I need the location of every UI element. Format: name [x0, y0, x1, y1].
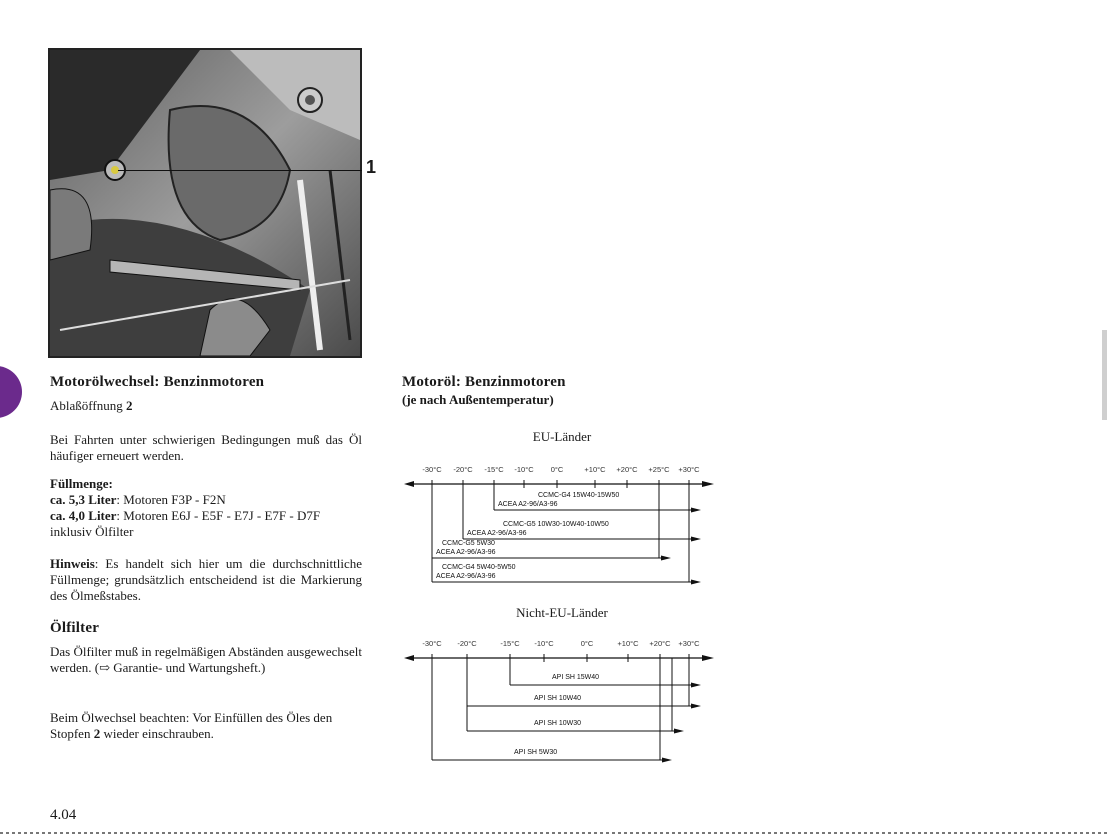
tick-label: +30°C [678, 465, 700, 474]
tick-label: -20°C [457, 639, 477, 648]
tick-label: -20°C [453, 465, 473, 474]
oil-spec-label: CCMC-G4 5W40-5W50 [442, 564, 516, 571]
axis-arrow-left [404, 655, 414, 661]
acea-spec-label: ACEA A2-96/A3-96 [436, 549, 496, 556]
range-bar-arrow [691, 537, 701, 542]
oil-filter-paragraph: Das Ölfilter muß in regelmäßigen Abständen ausgewechselt werden. (⇨ Garantie- und Wartungsheft.) [50, 644, 362, 675]
fill-quantity-note: inklusiv Ölfilter [50, 524, 134, 539]
oil-filter-heading: Ölfilter [50, 620, 100, 636]
tick-label: 0°C [580, 639, 594, 648]
section-title-engine-oil: Motoröl: Benzinmotoren [402, 374, 566, 390]
oil-change-note: Beim Ölwechsel beachten: Vor Einfüllen des Öles den Stopfen 2 wieder einschrauben. [50, 710, 333, 741]
callout-number: 1 [366, 157, 377, 177]
acea-spec-label: ACEA A2-96/A3-96 [436, 573, 496, 580]
tick-label: +20°C [649, 639, 671, 648]
range-bar-arrow [662, 758, 672, 763]
range-bar-arrow [691, 704, 701, 709]
fill-quantity-line-2: ca. 4,0 Liter: Motoren E6J - E5F - E7J - E7F - D7F [50, 508, 321, 523]
range-bar-arrow [691, 683, 701, 688]
tick-label: -30°C [422, 639, 442, 648]
oil-spec-label: CCMC-G5 10W30-10W40-10W50 [503, 521, 609, 528]
engine-photo-illustration [50, 50, 360, 356]
oil-spec-label: API SH 10W30 [534, 720, 582, 727]
acea-spec-label: ACEA A2-96/A3-96 [498, 501, 558, 508]
tick-label: +25°C [648, 465, 670, 474]
oil-spec-label: API SH 5W30 [514, 749, 558, 756]
tick-label: +30°C [678, 639, 700, 648]
tick-label: -10°C [514, 465, 534, 474]
oil-spec-label: API SH 15W40 [552, 674, 600, 681]
oil-chart-eu [402, 460, 722, 590]
axis-arrow-left [404, 481, 414, 487]
arrow-right-icon: ⇨ [99, 660, 110, 675]
section-tab-marker [0, 366, 22, 418]
oil-spec-label: CCMC-G5 5W30 [442, 540, 495, 547]
engine-photo [48, 48, 362, 358]
fill-quantity-heading: Füllmenge: [50, 476, 113, 491]
chart-title-non-eu: Nicht-EU-Länder [516, 605, 608, 620]
tick-label: -15°C [484, 465, 504, 474]
page-number: 4.04 [50, 807, 77, 823]
oil-chart-non-eu [402, 634, 722, 774]
page-edge-strip [1102, 330, 1107, 420]
range-bar-arrow [661, 556, 671, 561]
section-title-oil-change: Motorölwechsel: Benzinmotoren [50, 374, 265, 390]
chart-title-eu: EU-Länder [532, 429, 592, 444]
tick-label: +10°C [617, 639, 639, 648]
tick-label: +10°C [584, 465, 606, 474]
oil-spec-label: API SH 10W40 [534, 695, 582, 702]
tick-label: +20°C [616, 465, 638, 474]
axis-arrow-right [702, 481, 714, 487]
range-bar-arrow [691, 508, 701, 513]
tick-label: -15°C [500, 639, 520, 648]
tick-label: 0°C [550, 465, 564, 474]
range-bar-arrow [691, 580, 701, 585]
oil-spec-label: CCMC-G4 15W40-15W50 [538, 492, 620, 499]
hint-paragraph: Hinweis: Es handelt sich hier um die durchschnittliche Füllmenge; grundsätzlich entscheidend ist die Markierung des Ölmeßstabes. [50, 556, 362, 603]
tick-label: -30°C [422, 465, 442, 474]
section-subtitle-temperature: (je nach Außentemperatur) [402, 392, 554, 407]
axis-arrow-right [702, 655, 714, 661]
callout-leader-line [118, 170, 362, 171]
fill-quantity-line-1: ca. 5,3 Liter: Motoren F3P - F2N [50, 492, 226, 507]
drain-opening-caption: Ablaßöffnung 2 [50, 398, 133, 413]
tick-label: -10°C [534, 639, 554, 648]
acea-spec-label: ACEA A2-96/A3-96 [467, 530, 527, 537]
intro-paragraph: Bei Fahrten unter schwierigen Bedingungen muß das Öl häufiger erneuert werden. [50, 432, 362, 463]
range-bar-arrow [674, 729, 684, 734]
